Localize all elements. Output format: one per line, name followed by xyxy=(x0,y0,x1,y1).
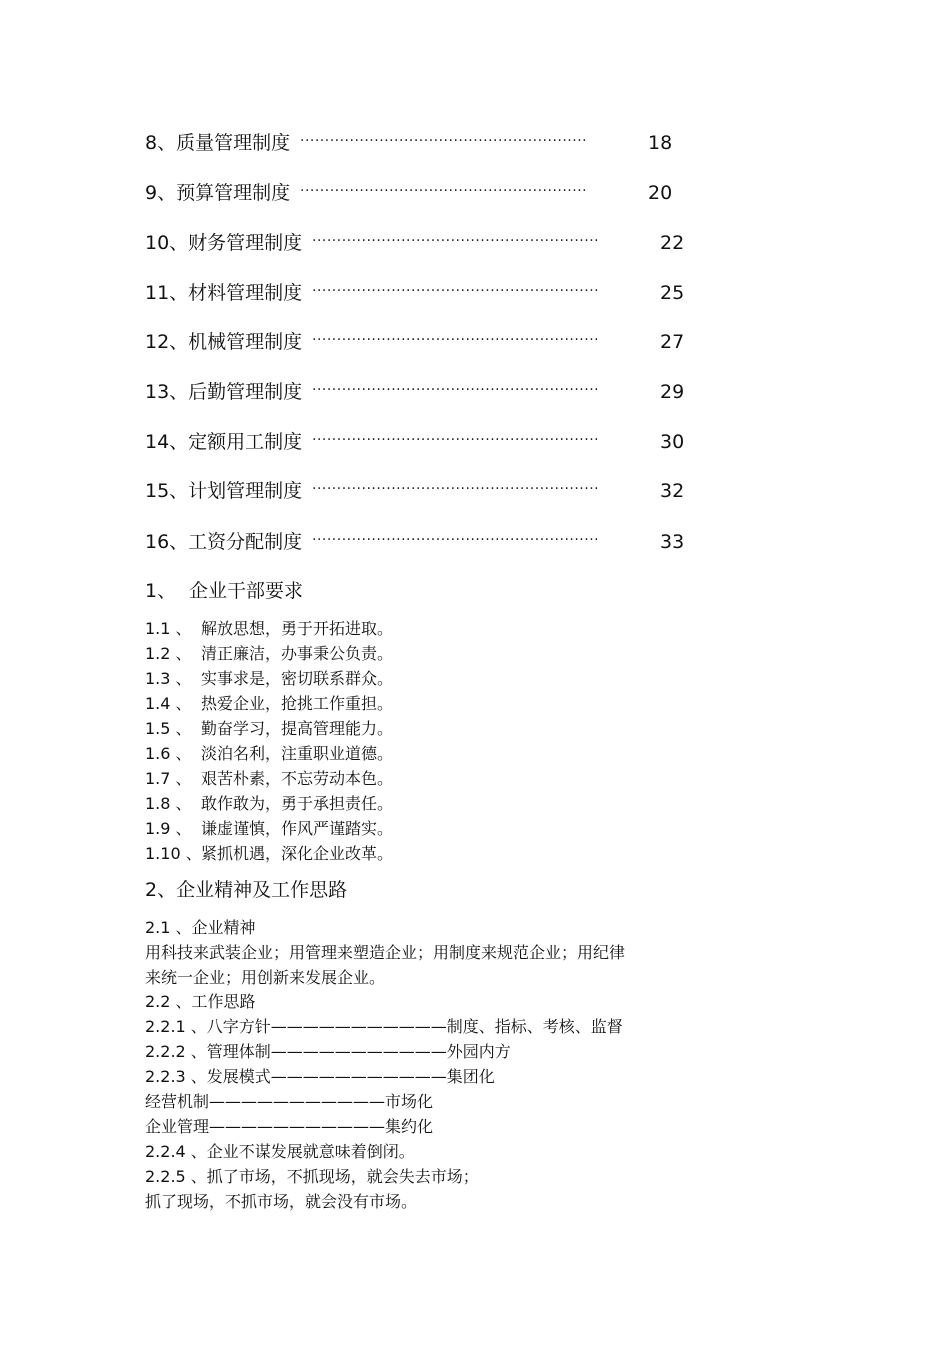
toc-leader: ·························································· xyxy=(312,481,600,497)
section-number: 1、 xyxy=(145,580,177,602)
item-number: 1.1 、 xyxy=(145,619,192,638)
list-item xyxy=(145,643,393,665)
toc-entry: 12、机械管理制度 xyxy=(145,331,303,353)
item-number: 1.7 、 xyxy=(145,769,192,788)
paragraph-line: 来统一企业；用创新来发展企业。 xyxy=(145,968,386,987)
section-title: 企业干部要求 xyxy=(189,580,304,602)
toc-row xyxy=(145,477,685,505)
toc-leader: ·························································· xyxy=(312,532,600,548)
item-number: 1.8 、 xyxy=(145,794,192,813)
toc-leader: ·························································· xyxy=(312,233,600,249)
toc-entry: 11、材料管理制度 xyxy=(145,282,303,304)
section-title: 2、企业精神及工作思路 xyxy=(145,879,348,901)
toc-leader: ·························································· xyxy=(300,133,588,149)
item-text: 实事求是，密切联系群众。 xyxy=(201,669,394,688)
paragraph-line: 用科技来武装企业；用管理来塑造企业；用制度来规范企业；用纪律 xyxy=(145,943,626,962)
item-number: 1.2 、 xyxy=(145,644,192,663)
paragraph-line: 经营机制———————————市场化 xyxy=(145,1092,434,1111)
item-number: 1.6 、 xyxy=(145,744,192,763)
item-text: 敢作敢为，勇于承担责任。 xyxy=(201,794,394,813)
item-number: 1.4 、 xyxy=(145,694,192,713)
list-item xyxy=(145,818,393,840)
toc-leader: ·························································· xyxy=(300,183,588,199)
item-text: 艰苦朴素，不忘劳动本色。 xyxy=(201,769,394,788)
list-item xyxy=(145,668,393,690)
toc-entry: 9、预算管理制度 xyxy=(145,182,291,204)
paragraph-line: 2.2.3 、发展模式———————————集团化 xyxy=(145,1067,495,1086)
paragraph-line: 抓了现场，不抓市场，就会没有市场。 xyxy=(145,1192,418,1211)
section-heading xyxy=(145,877,347,903)
toc-entry: 10、财务管理制度 xyxy=(145,232,303,254)
item-text: 解放思想，勇于开拓进取。 xyxy=(201,619,394,638)
list-item xyxy=(145,718,393,740)
item-text: 谦虚谨慎，作风严谨踏实。 xyxy=(201,819,394,838)
item-number: 1.9 、 xyxy=(145,819,192,838)
toc-row xyxy=(145,229,685,257)
list-item xyxy=(145,843,393,865)
toc-leader: ·························································· xyxy=(312,432,600,448)
item-text: 勤奋学习，提高管理能力。 xyxy=(201,719,394,738)
paragraph-line: 2.2.4 、企业不谋发展就意味着倒闭。 xyxy=(145,1142,415,1161)
toc-page-number: 27 xyxy=(660,331,685,353)
toc-page-number: 18 xyxy=(648,132,673,154)
toc-row xyxy=(145,328,685,356)
item-number: 1.5 、 xyxy=(145,719,192,738)
paragraph-line: 2.2.1 、八字方针———————————制度、指标、考核、监督 xyxy=(145,1017,623,1036)
item-number: 1.10 、 xyxy=(145,844,202,863)
item-text: 淡泊名利，注重职业道德。 xyxy=(201,744,394,763)
toc-leader: ·························································· xyxy=(312,332,600,348)
toc-row xyxy=(145,528,685,556)
toc-row xyxy=(145,428,685,456)
toc-row xyxy=(145,279,685,307)
item-text: 清正廉洁，办事秉公负责。 xyxy=(201,644,394,663)
toc-page-number: 29 xyxy=(660,381,685,403)
toc-page-number: 25 xyxy=(660,282,685,304)
list-item xyxy=(145,793,393,815)
paragraph-line: 2.2 、工作思路 xyxy=(145,992,256,1011)
toc-entry: 14、定额用工制度 xyxy=(145,431,303,453)
toc-page-number: 32 xyxy=(660,480,685,502)
section-heading xyxy=(145,578,303,604)
toc-entry: 16、工资分配制度 xyxy=(145,531,303,553)
item-text: 紧抓机遇，深化企业改革。 xyxy=(201,844,394,863)
list-item xyxy=(145,743,393,765)
paragraph-line: 2.2.5 、抓了市场，不抓现场，就会失去市场； xyxy=(145,1167,479,1186)
paragraph-line: 2.1 、企业精神 xyxy=(145,918,256,937)
list-item xyxy=(145,768,393,790)
toc-row xyxy=(145,129,675,157)
list-item xyxy=(145,618,393,640)
toc-entry: 13、后勤管理制度 xyxy=(145,381,303,403)
toc-row xyxy=(145,378,685,406)
toc-entry: 15、计划管理制度 xyxy=(145,480,303,502)
toc-page-number: 20 xyxy=(648,182,673,204)
toc-page-number: 33 xyxy=(660,531,685,553)
list-item xyxy=(145,693,393,715)
item-text: 热爱企业，抢挑工作重担。 xyxy=(201,694,394,713)
toc-page-number: 22 xyxy=(660,232,685,254)
paragraph-line: 2.2.2 、管理体制———————————外园内方 xyxy=(145,1042,511,1061)
paragraph-line: 企业管理———————————集约化 xyxy=(145,1117,434,1136)
toc-entry: 8、质量管理制度 xyxy=(145,132,291,154)
toc-leader: ·························································· xyxy=(312,382,600,398)
toc-leader: ·························································· xyxy=(312,283,600,299)
toc-row xyxy=(145,179,675,207)
toc-page-number: 30 xyxy=(660,431,685,453)
item-number: 1.3 、 xyxy=(145,669,192,688)
